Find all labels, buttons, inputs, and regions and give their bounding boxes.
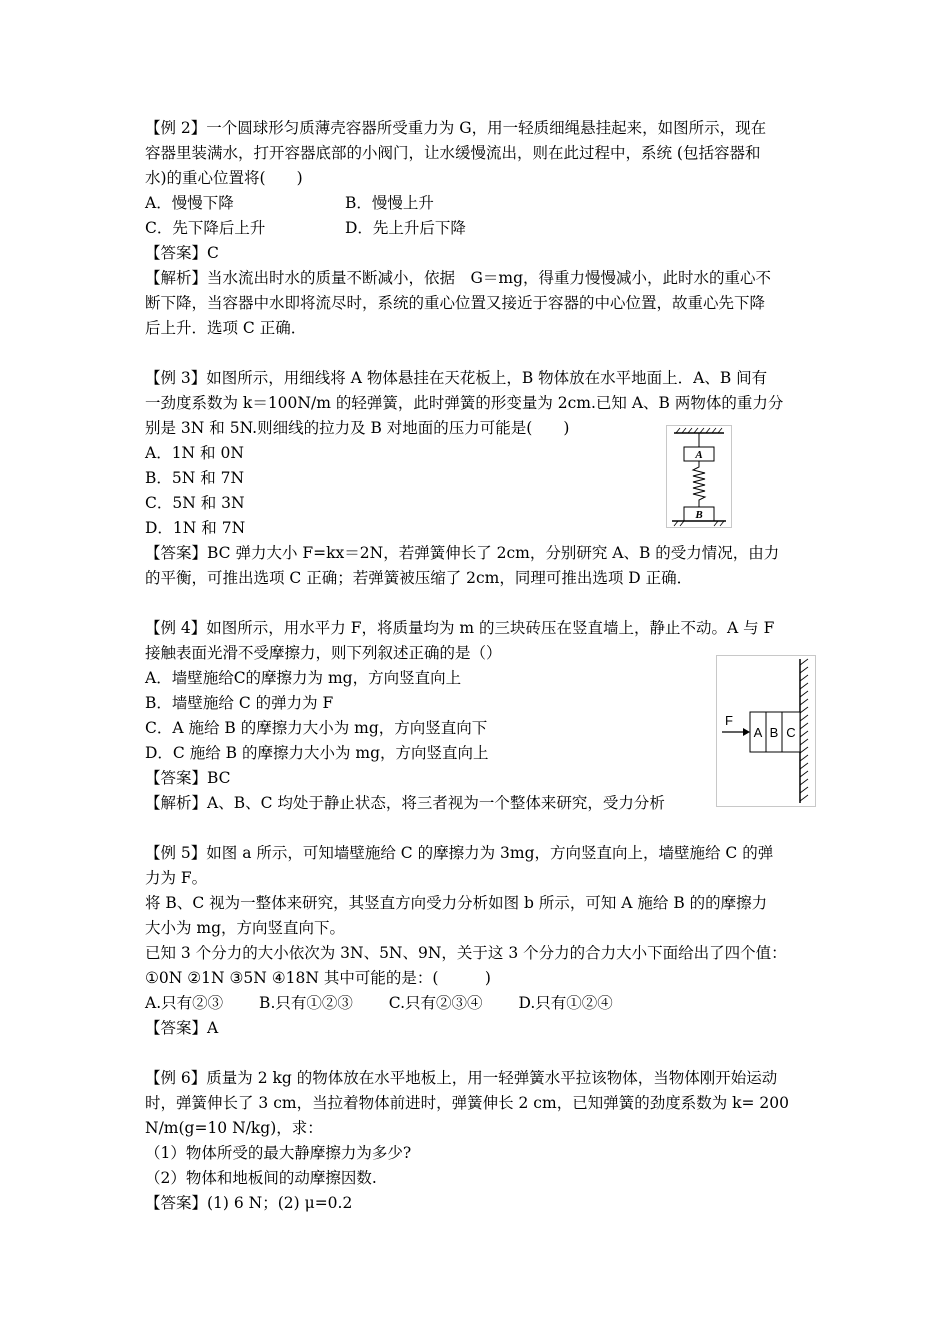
ex4-option-b: B．墙壁施给 C 的弹力为 F [145, 694, 334, 712]
ex3-option-b: B．5N 和 7N [145, 469, 245, 487]
svg-text:A: A [695, 449, 703, 461]
ex6-line-1: 【例 6】质量为 2 kg 的物体放在水平地板上，用一轻弹簧水平拉该物体，当物体刚开始运动 [145, 1069, 778, 1087]
ex4-option-a: A．墙壁施给C的摩擦力为 mg，方向竖直向上 [145, 669, 462, 687]
ex6-question-1: （1）物体所受的最大静摩擦力为多少? [145, 1144, 412, 1162]
ex4-answer: 【答案】BC [145, 769, 231, 787]
ex5-line-2: 力为 F。 [145, 869, 208, 887]
ex4-line-2: 接触表面光滑不受摩擦力，则下列叙述正确的是（） [145, 644, 502, 662]
ex2-answer: 【答案】C [145, 244, 219, 262]
ex5-answer: 【答案】A [145, 1019, 219, 1037]
ex3-answer-2: 的平衡，可推出选项 C 正确；若弹簧被压缩了 2cm，同理可推出选项 D 正确． [145, 569, 693, 587]
ex6-answer: 【答案】(1) 6 N；(2) μ=0.2 [145, 1194, 353, 1212]
ex3-line-2: 一劲度系数为 k＝100N/m 的轻弹簧，此时弹簧的形变量为 2cm.已知 A、B 两物体的重力分 [145, 394, 784, 412]
ex5-line-4: 大小为 mg，方向竖直向下。 [145, 919, 346, 937]
ex4-line-1: 【例 4】如图所示，用水平力 F，将质量均为 m 的三块砖压在竖直墙上，静止不动。A 与 F [145, 619, 775, 637]
ex2-line-3: 水)的重心位置将( ) [145, 169, 303, 187]
ex2-analysis-3: 后上升．选项 C 正确． [145, 319, 307, 337]
ex4-analysis-1: 【解析】A、B、C 均处于静止状态，将三者视为一个整体来研究，受力分析 [145, 794, 665, 812]
ex2-option-c: C．先下降后上升 [145, 219, 266, 237]
ex3-line-3: 别是 3N 和 5N.则细线的拉力及 B 对地面的压力可能是( ) [145, 419, 570, 437]
ex2-option-a: A．慢慢下降 [145, 194, 234, 212]
ex6-line-3: N/m(g=10 N/kg)，求： [145, 1119, 323, 1137]
ex4-option-c: C．A 施给 B 的摩擦力大小为 mg，方向竖直向下 [145, 719, 488, 737]
ex4-option-d: D．C 施给 B 的摩擦力大小为 mg，方向竖直向上 [145, 744, 489, 762]
ex3-option-d: D．1N 和 7N [145, 519, 246, 537]
ex2-analysis-2: 断下降，当容器中水即将流尽时，系统的重心位置又接近于容器的中心位置，故重心先下降 [145, 294, 766, 312]
svg-text:B: B [769, 725, 779, 740]
ex2-line-1: 【例 2】一个圆球形匀质薄壳容器所受重力为 G，用一轻质细绳悬挂起来，如图所示，现在 [145, 119, 767, 137]
ex3-option-a: A．1N 和 0N [145, 444, 244, 462]
svg-text:C: C [786, 725, 796, 740]
ex3-line-1: 【例 3】如图所示，用细线将 A 物体悬挂在天花板上，B 物体放在水平地面上．A、B 间有 [145, 369, 768, 387]
ex2-analysis-1: 【解析】当水流出时水的质量不断减小，依据 G＝mg，得重力慢慢减小，此时水的重心不 [145, 269, 772, 287]
ex2-line-2: 容器里装满水，打开容器底部的小阀门，让水缓慢流出，则在此过程中，系统 (包括容器和 [145, 144, 761, 162]
ex6-line-2: 时，弹簧伸长了 3 cm，当拉着物体前进时，弹簧伸长 2 cm，已知弹簧的劲度系数为 k= 200 [145, 1094, 790, 1112]
ex5-line-1: 【例 5】如图 a 所示，可知墙壁施给 C 的摩擦力为 3mg，方向竖直向上，墙壁施给 C 的弹 [145, 844, 774, 862]
ex5-line-3: 将 B、C 视为一整体来研究，其竖直方向受力分析如图 b 所示，可知 A 施给 B 的的摩擦力 [145, 894, 768, 912]
brick-wall-diagram [716, 655, 816, 807]
ex3-answer-1: 【答案】BC 弹力大小 F=kx＝2N，若弹簧伸长了 2cm，分别研究 A、B 的受力情况，由力 [145, 544, 780, 562]
ex5-line-5: 已知 3 个分力的大小依次为 3N、5N、9N，关于这 3 个分力的合力大小下面给出了四个值： [145, 944, 787, 962]
ex5-options: A.只有②③ B.只有①②③ C.只有②③④ D.只有①②④ [145, 994, 613, 1012]
ex2-option-b: B．慢慢上升 [345, 194, 434, 212]
ex3-option-c: C．5N 和 3N [145, 494, 245, 512]
svg-text:F: F [725, 713, 733, 728]
ex5-line-6: ①0N ②1N ③5N ④18N 其中可能的是：( ) [145, 969, 491, 987]
spring-diagram [666, 425, 732, 528]
svg-text:A: A [753, 725, 763, 740]
svg-text:B: B [695, 509, 703, 521]
ex6-question-2: （2）物体和地板间的动摩擦因数. [145, 1169, 377, 1187]
ex2-option-d: D．先上升后下降 [345, 219, 466, 237]
